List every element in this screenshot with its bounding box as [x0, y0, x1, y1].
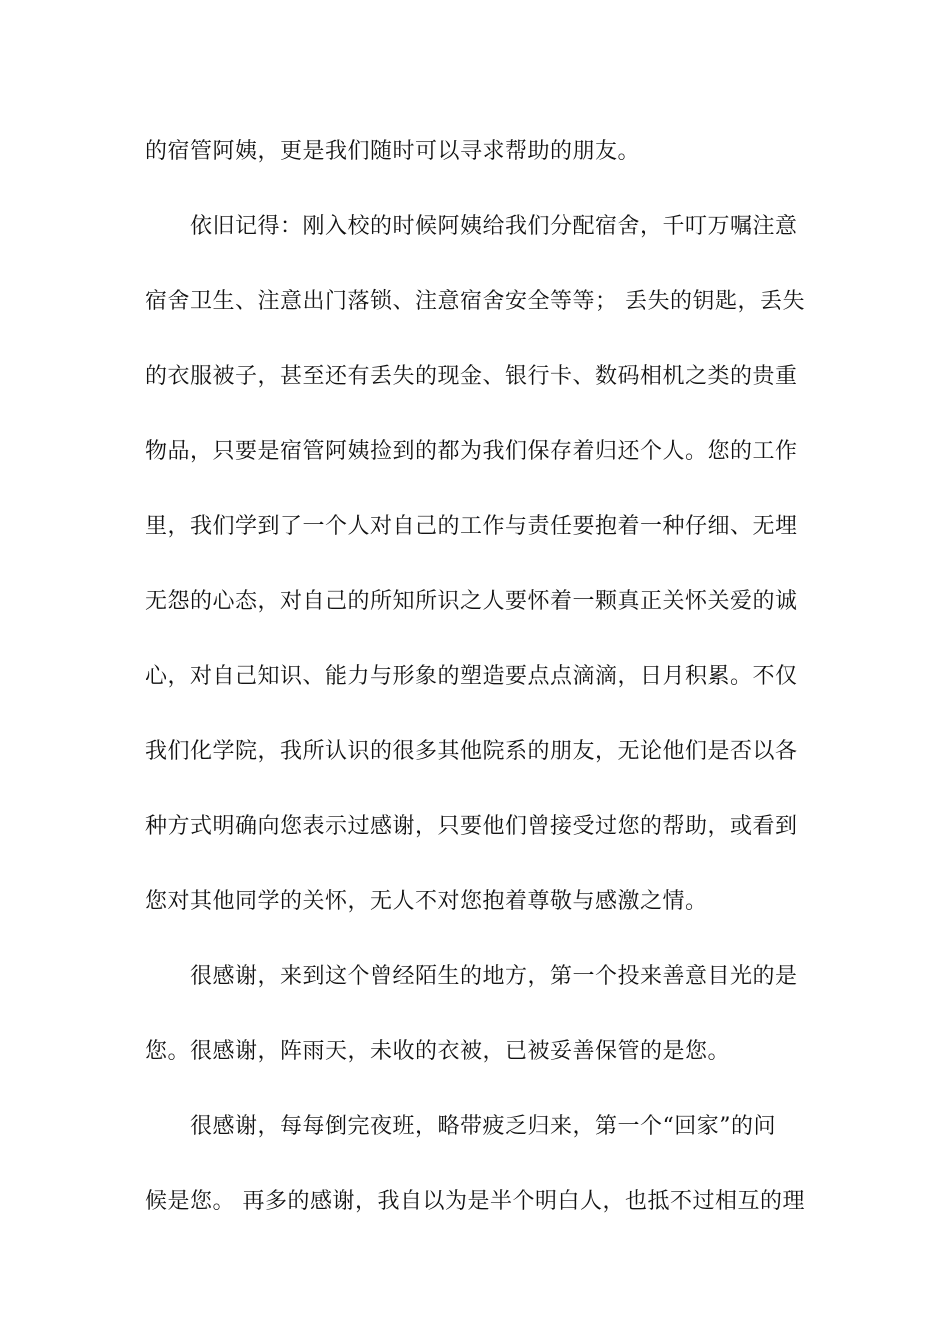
paragraph-line-7: 无怨的心态，对自己的所知所识之人要怀着一颗真正关怀关爱的诚 [145, 589, 798, 614]
paragraph-line-5: 物品，只要是宿管阿姨捡到的都为我们保存着归还个人。您的工作 [145, 439, 798, 464]
paragraph-line-11: 您对其他同学的关怀，无人不对您抱着尊敬与感激之情。 [145, 889, 708, 914]
paragraph-line-4: 的衣服被子，甚至还有丢失的现金、银行卡、数码相机之类的贵重 [145, 364, 798, 389]
paragraph-line-12: 很感谢，来到这个曾经陌生的地方，第一个投来善意目光的是 [190, 964, 798, 989]
paragraph-line-10: 种方式明确向您表示过感谢，只要他们曾接受过您的帮助，或看到 [145, 814, 798, 839]
paragraph-line-8: 心，对自己知识、能力与形象的塑造要点点滴滴，日月积累。不仅 [145, 664, 798, 689]
paragraph-line-1: 的宿管阿姨，更是我们随时可以寻求帮助的朋友。 [145, 139, 641, 164]
paragraph-line-3: 宿舍卫生、注意出门落锁、注意宿舍安全等等； 丢失的钥匙，丢失 [145, 289, 805, 314]
paragraph-line-13: 您。很感谢，阵雨天，未收的衣被，已被妥善保管的是您。 [145, 1039, 731, 1064]
paragraph-line-9: 我们化学院，我所认识的很多其他院系的朋友，无论他们是否以各 [145, 739, 798, 764]
paragraph-line-14: 很感谢，每每倒完夜班，略带疲乏归来，第一个“回家”的问 [190, 1114, 776, 1139]
paragraph-line-6: 里，我们学到了一个人对自己的工作与责任要抱着一种仔细、无埋 [145, 514, 798, 539]
paragraph-line-2: 依旧记得：刚入校的时候阿姨给我们分配宿舍，千叮万嘱注意 [190, 214, 798, 239]
paragraph-line-15: 候是您。 再多的感谢，我自以为是半个明白人，也抵不过相互的理 [145, 1189, 805, 1214]
